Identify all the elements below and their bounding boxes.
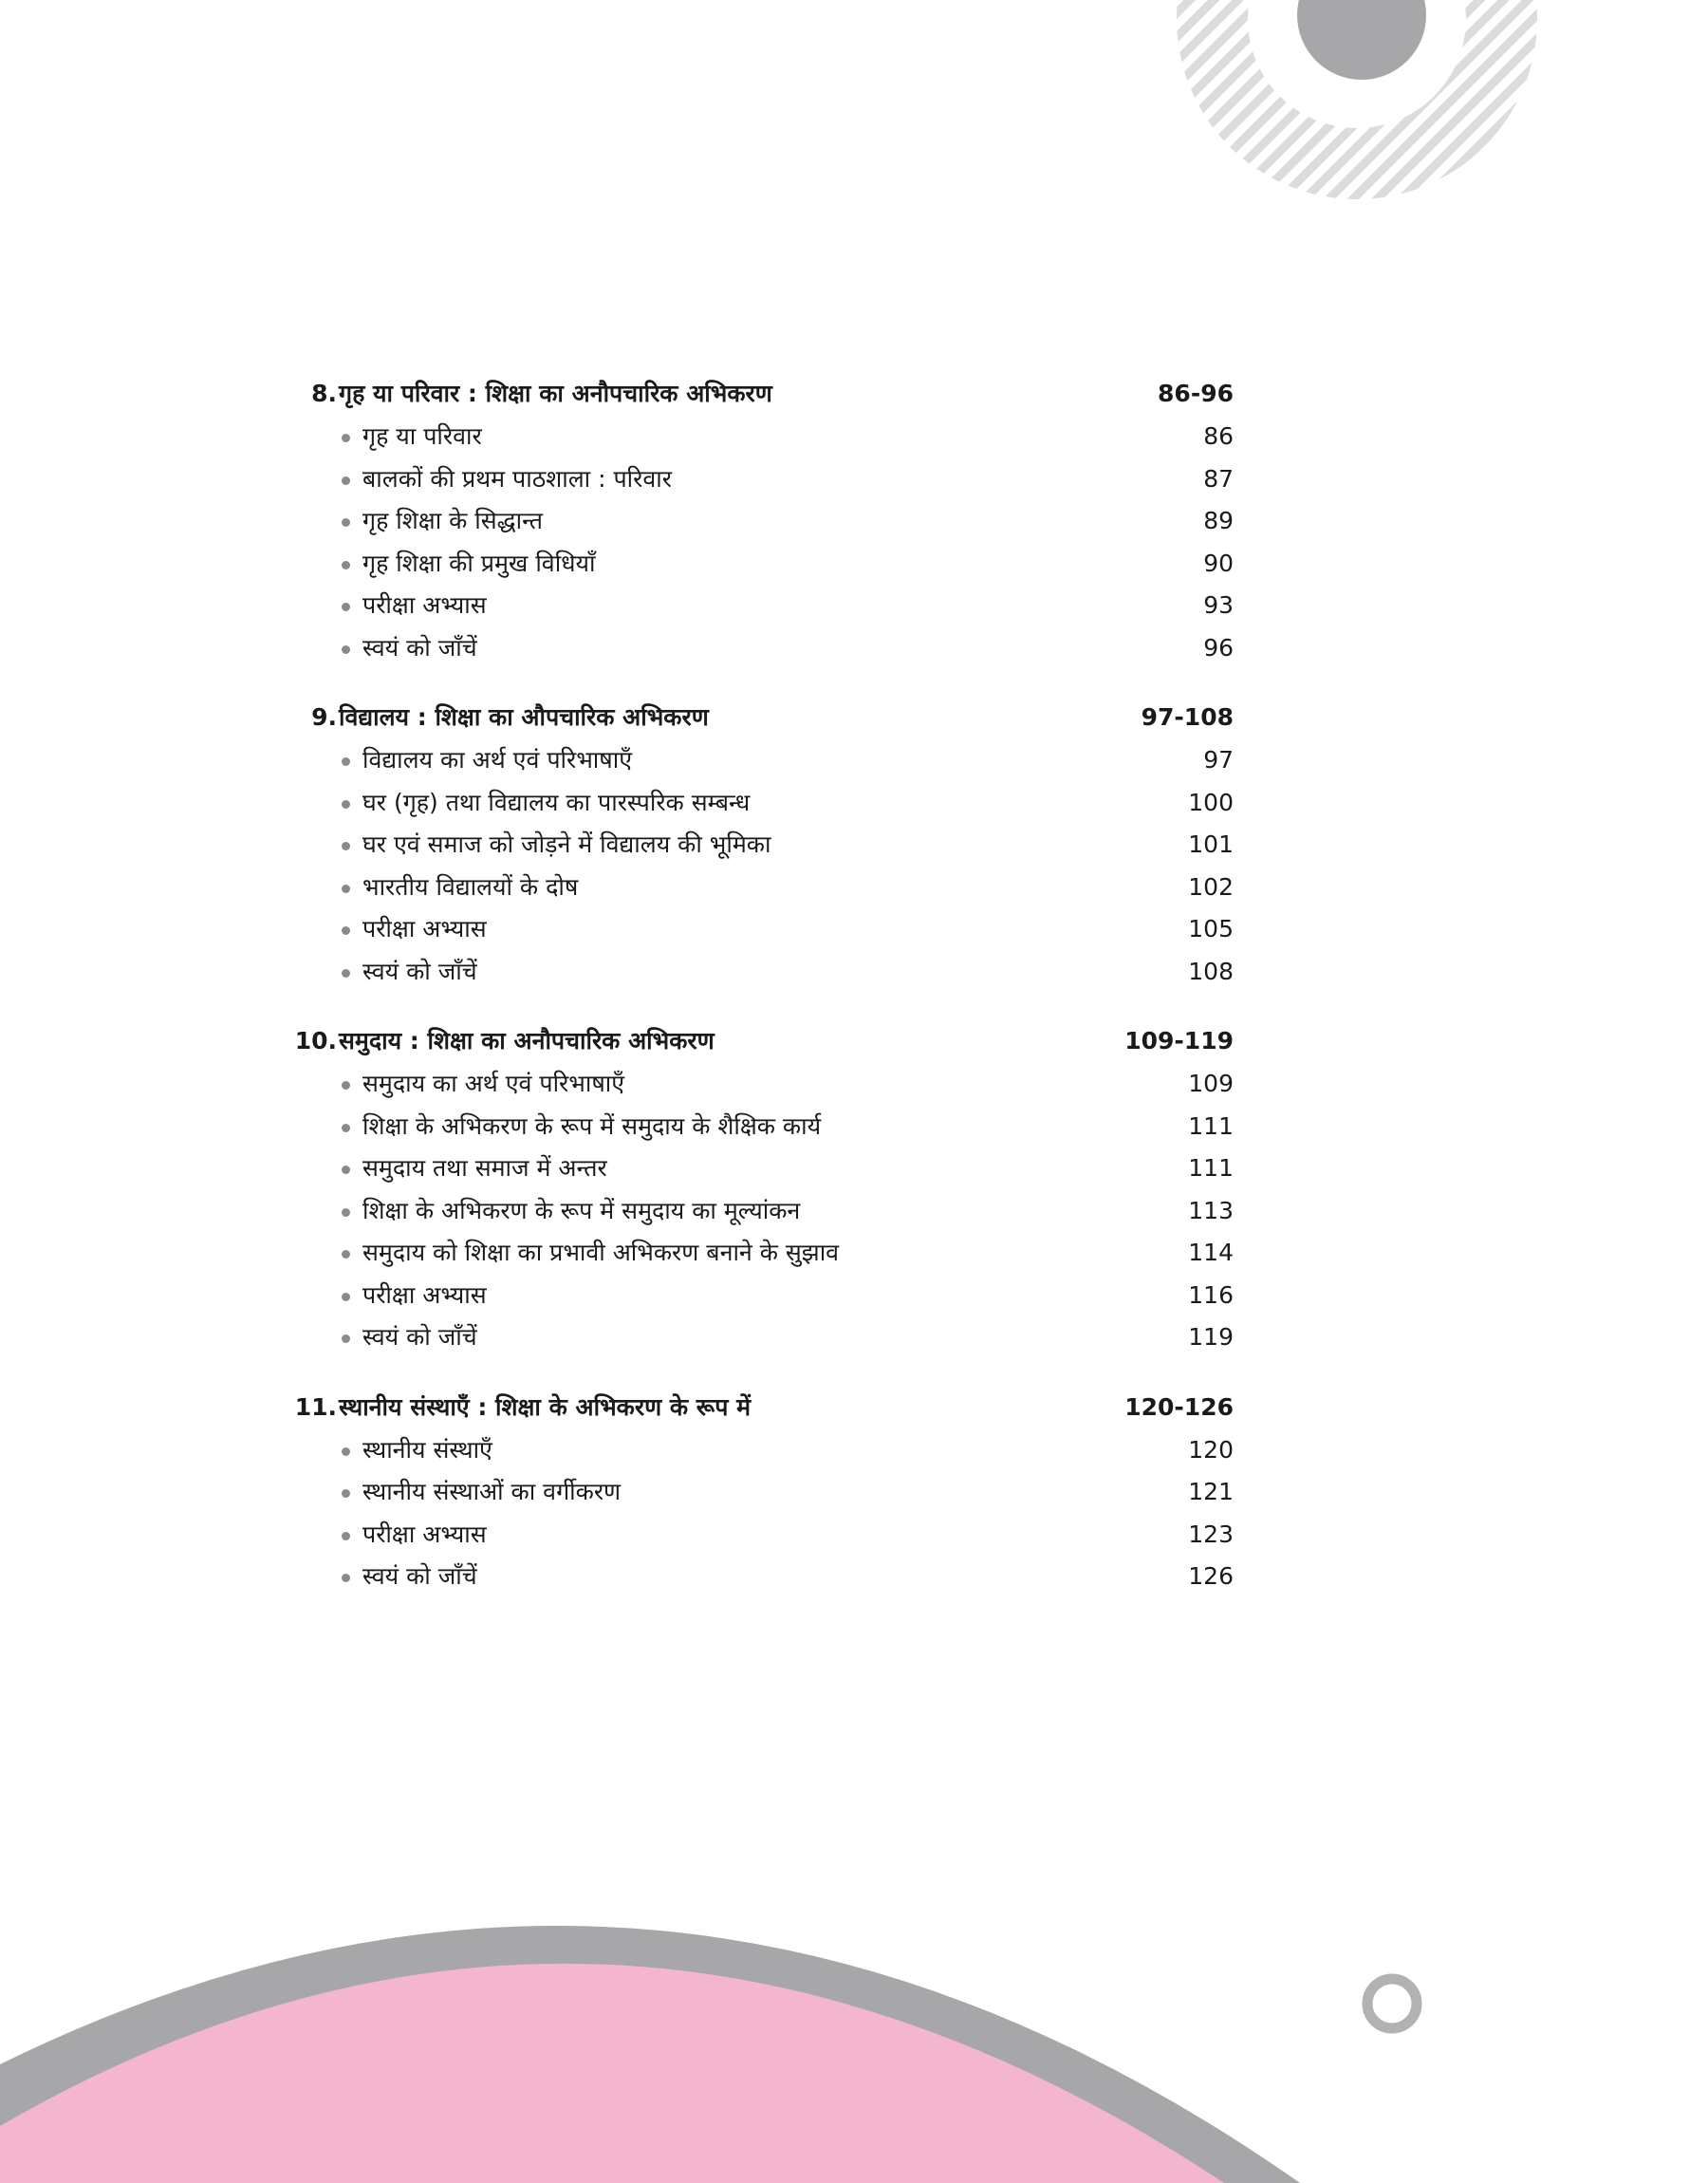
toc-entry[interactable] <box>285 1556 1234 1598</box>
toc-entry-title: समुदाय का अर्थ एवं परिभाषाएँ <box>362 1070 625 1097</box>
chapter-heading[interactable] <box>285 696 1234 739</box>
toc-entry-title: समुदाय तथा समाज में अन्तर <box>362 1154 607 1182</box>
toc-entry[interactable] <box>285 1471 1234 1514</box>
toc-entry[interactable] <box>285 1106 1234 1148</box>
toc-entry-page: 114 <box>1188 1239 1234 1266</box>
bullet-icon <box>342 1124 350 1132</box>
striped-ring-decoration <box>1177 0 1537 199</box>
bullet-icon <box>342 476 350 485</box>
toc-entry[interactable] <box>285 627 1234 670</box>
toc-entry-title: स्वयं को जाँचें <box>362 633 477 662</box>
toc-entry-page: 116 <box>1188 1280 1234 1309</box>
toc-entry-title: स्वयं को जाँचें <box>362 1323 477 1351</box>
toc-entry-page: 100 <box>1188 788 1234 816</box>
toc-entry-page: 126 <box>1188 1562 1234 1590</box>
toc-entry-title: शिक्षा के अभिकरण के रूप में समुदाय का मूल्यांकन <box>362 1196 801 1224</box>
toc-entry[interactable] <box>285 1232 1234 1275</box>
chapter-page-range: 109-119 <box>1124 1027 1234 1054</box>
chapter-title: विद्यालय : शिक्षा का औपचारिक अभिकरण <box>339 703 709 731</box>
toc-entry-page: 111 <box>1188 1111 1234 1140</box>
chapter-title: स्थानीय संस्थाएँ : शिक्षा के अभिकरण के रूप में <box>339 1392 752 1421</box>
chapter-page-range: 97-108 <box>1141 703 1234 731</box>
toc-entry[interactable] <box>285 739 1234 782</box>
bullet-icon <box>342 1447 350 1456</box>
bullet-icon <box>342 926 350 935</box>
bullet-icon <box>342 800 350 809</box>
chapter-number: 9. <box>311 703 337 731</box>
bullet-icon <box>342 1574 350 1582</box>
ring-outline-decoration <box>1367 1979 1417 2028</box>
toc-entry[interactable] <box>285 500 1234 543</box>
toc-entry-page: 105 <box>1188 915 1234 942</box>
toc-entry-title: स्थानीय संस्थाओं का वर्गीकरण <box>362 1478 622 1505</box>
chapter-title: गृह या परिवार : शिक्षा का अनौपचारिक अभिकरण <box>339 380 772 407</box>
chapter-title: समुदाय : शिक्षा का अनौपचारिक अभिकरण <box>339 1027 715 1054</box>
bullet-icon <box>342 518 350 527</box>
toc-entry-title: परीक्षा अभ्यास <box>362 1520 487 1548</box>
toc-entry-page: 109 <box>1188 1070 1234 1097</box>
chapter-section <box>285 1019 1234 1359</box>
toc-entry[interactable] <box>285 1429 1234 1472</box>
toc-entry-page: 108 <box>1188 957 1234 985</box>
bullet-icon <box>342 842 350 850</box>
toc-entry-title: स्वयं को जाँचें <box>362 957 477 985</box>
toc-entry-page: 96 <box>1203 633 1234 662</box>
chapter-page-range: 86-96 <box>1158 380 1234 407</box>
toc-entry[interactable] <box>285 1063 1234 1106</box>
bullet-icon <box>342 561 350 569</box>
toc-entry-title: भारतीय विद्यालयों के दोष <box>362 872 579 901</box>
toc-entry-page: 89 <box>1203 507 1234 534</box>
toc-entry-page: 113 <box>1188 1196 1234 1224</box>
toc-entry[interactable] <box>285 543 1234 586</box>
toc-entry[interactable] <box>285 908 1234 951</box>
toc-entry-title: शिक्षा के अभिकरण के रूप में समुदाय के शैक्षिक कार्य <box>362 1111 822 1140</box>
toc-entry[interactable] <box>285 1147 1234 1190</box>
toc-entry-page: 121 <box>1188 1478 1234 1505</box>
toc-entry[interactable] <box>285 824 1234 867</box>
bullet-icon <box>342 1081 350 1090</box>
chapter-heading[interactable] <box>285 372 1234 416</box>
gray-arc-decoration <box>0 1926 1300 2183</box>
gray-circle-decoration <box>1297 0 1426 80</box>
toc-entry-page: 119 <box>1188 1323 1234 1351</box>
toc-entry-page: 102 <box>1188 872 1234 901</box>
toc-entry-title: परीक्षा अभ्यास <box>362 591 487 619</box>
bullet-icon <box>342 1166 350 1174</box>
pink-arc-decoration <box>0 1964 1224 2183</box>
bullet-icon <box>342 1334 350 1343</box>
toc-entry-title: गृह या परिवार <box>362 422 482 450</box>
toc-entry-page: 101 <box>1188 830 1234 858</box>
toc-entry-title: घर एवं समाज को जोड़ने में विद्यालय की भूमिका <box>362 830 771 858</box>
chapter-section <box>285 1386 1234 1598</box>
chapter-number: 11. <box>294 1392 337 1421</box>
toc-entry-page: 93 <box>1203 591 1234 619</box>
chapter-heading[interactable] <box>285 1019 1234 1063</box>
toc-entry-page: 97 <box>1203 746 1234 774</box>
toc-entry-title: विद्यालय का अर्थ एवं परिभाषाएँ <box>362 746 633 774</box>
chapter-section <box>285 372 1234 669</box>
toc-entry-title: बालकों की प्रथम पाठशाला : परिवार <box>362 464 672 493</box>
toc-entry[interactable] <box>285 458 1234 501</box>
toc-entry-page: 111 <box>1188 1154 1234 1182</box>
toc-entry[interactable] <box>285 867 1234 909</box>
chapter-heading[interactable] <box>285 1386 1234 1429</box>
toc-entry[interactable] <box>285 1514 1234 1557</box>
toc-entry-page: 120 <box>1188 1435 1234 1464</box>
toc-entry-title: गृह शिक्षा की प्रमुख विधियाँ <box>362 549 596 577</box>
bullet-icon <box>342 1293 350 1301</box>
chapter-number: 8. <box>311 380 337 407</box>
table-of-contents <box>285 372 1234 1625</box>
bullet-icon <box>342 603 350 611</box>
toc-entry-title: स्थानीय संस्थाएँ <box>362 1435 492 1464</box>
toc-entry[interactable] <box>285 782 1234 825</box>
toc-entry-title: परीक्षा अभ्यास <box>362 915 487 942</box>
bullet-icon <box>342 645 350 654</box>
toc-entry-title: घर (गृह) तथा विद्यालय का पारस्परिक सम्बन्ध <box>362 788 751 816</box>
chapter-page-range: 120-126 <box>1124 1392 1234 1421</box>
toc-entry-page: 123 <box>1188 1520 1234 1548</box>
bullet-icon <box>342 757 350 766</box>
toc-entry[interactable] <box>285 416 1234 458</box>
bullet-icon <box>342 1208 350 1217</box>
toc-entry-title: स्वयं को जाँचें <box>362 1562 477 1590</box>
bullet-icon <box>342 1532 350 1540</box>
toc-entry[interactable] <box>285 1316 1234 1359</box>
bullet-icon <box>342 1250 350 1259</box>
chapter-section <box>285 696 1234 993</box>
toc-entry[interactable] <box>285 1275 1234 1317</box>
toc-entry-title: गृह शिक्षा के सिद्धान्त <box>362 507 544 534</box>
chapter-number: 10. <box>294 1027 337 1054</box>
bullet-icon <box>342 969 350 978</box>
bullet-icon <box>342 434 350 442</box>
toc-entry-page: 86 <box>1203 422 1234 450</box>
toc-entry[interactable] <box>285 1190 1234 1233</box>
toc-entry[interactable] <box>285 585 1234 627</box>
bullet-icon <box>342 885 350 893</box>
bullet-icon <box>342 1489 350 1498</box>
toc-entry-title: परीक्षा अभ्यास <box>362 1280 487 1309</box>
toc-entry-title: समुदाय को शिक्षा का प्रभावी अभिकरण बनाने के सुझाव <box>362 1239 840 1266</box>
toc-entry[interactable] <box>285 951 1234 994</box>
toc-entry-page: 90 <box>1203 549 1234 577</box>
toc-entry-page: 87 <box>1203 464 1234 493</box>
